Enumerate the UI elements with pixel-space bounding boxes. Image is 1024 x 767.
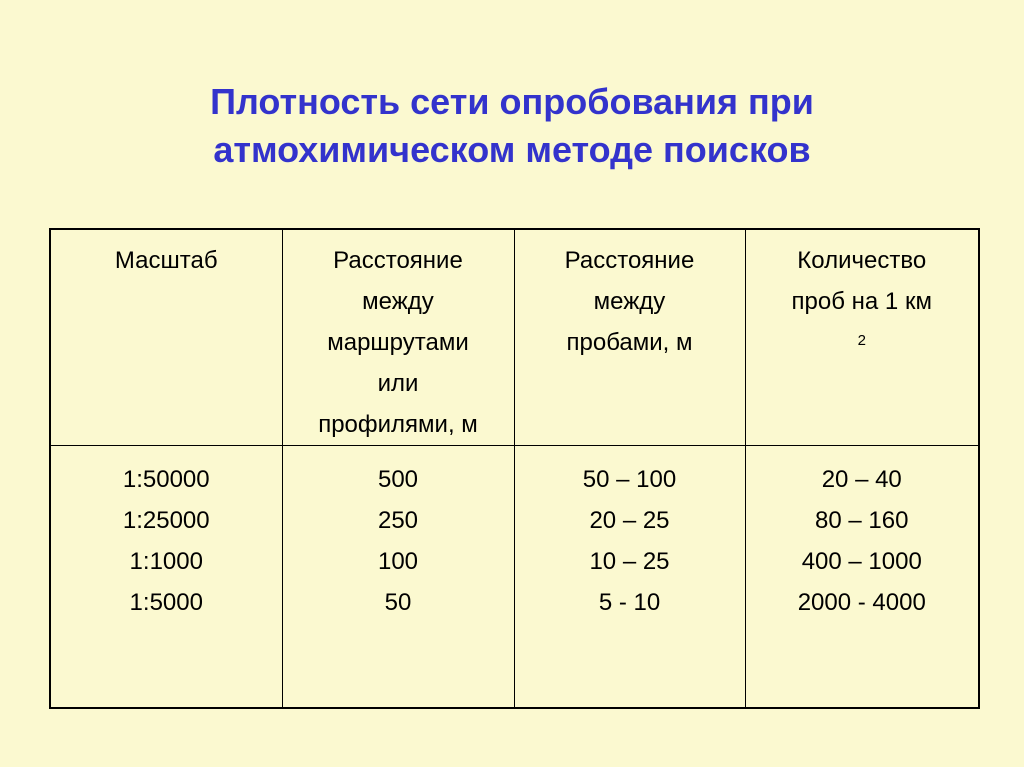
table-cell: 1:1000: [129, 548, 203, 575]
table-cell: 1:50000: [122, 466, 210, 493]
table-cell: 10 – 25: [589, 548, 670, 575]
header-line: Расстояние: [564, 247, 695, 274]
table-cell: 400 – 1000: [801, 548, 922, 575]
header-scale: [50, 229, 282, 446]
column-samples-per-km2: [745, 446, 979, 709]
slide-title: [0, 78, 1024, 174]
header-line: Количество: [797, 247, 927, 274]
table-cell: 50 – 100: [582, 466, 677, 493]
header-line: Расстояние: [333, 247, 463, 274]
slide-title-line-1: Плотность сети опробования при: [210, 81, 814, 122]
column-scale: [50, 446, 282, 709]
table-cell: 250: [377, 507, 419, 534]
header-route-spacing: [282, 229, 514, 446]
table-cell: 80 – 160: [815, 507, 909, 534]
header-line: между: [593, 288, 666, 315]
table-cell: 1:5000: [129, 589, 203, 616]
table-cell: 20 – 40: [821, 466, 902, 493]
header-line: [752, 281, 973, 363]
column-sample-spacing: [514, 446, 745, 709]
table-cell: 100: [377, 548, 419, 575]
header-sample-spacing: [514, 229, 745, 446]
table-cell: 500: [377, 466, 419, 493]
header-line: между: [362, 288, 434, 315]
header-line: пробами, м: [566, 329, 693, 356]
header-samples-per-km2: [745, 229, 979, 446]
header-line: или: [377, 370, 419, 397]
table-data-row: [50, 446, 979, 709]
header-line-text: проб на 1 км: [791, 288, 932, 315]
slide-title-line-2: атмохимическом методе поисков: [213, 129, 811, 170]
header-line: Масштаб: [114, 247, 218, 274]
column-route-spacing: [282, 446, 514, 709]
table-cell: 20 – 25: [589, 507, 670, 534]
table-cell: 50: [384, 589, 412, 616]
superscript: 2: [857, 332, 866, 349]
table-cell: 2000 - 4000: [797, 589, 926, 616]
table-cell: 5 - 10: [598, 589, 661, 616]
header-line: профилями, м: [318, 411, 478, 438]
header-line: маршрутами: [327, 329, 469, 356]
table-header-row: [50, 229, 979, 446]
sampling-density-table: [49, 228, 980, 709]
table-cell: 1:25000: [122, 507, 210, 534]
